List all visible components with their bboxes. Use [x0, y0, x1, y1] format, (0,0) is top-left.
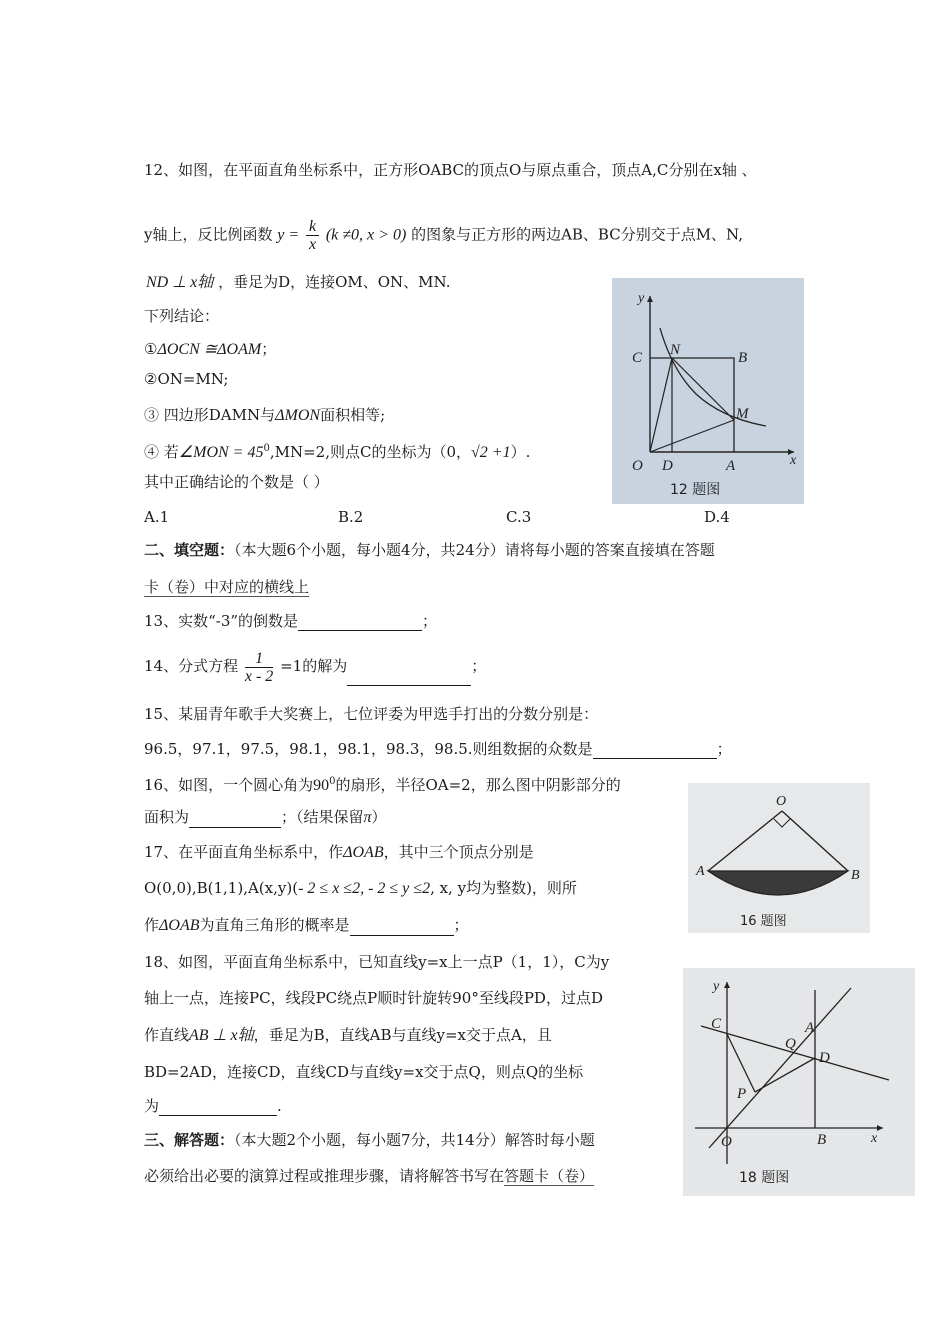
q12-c3-pre: ③ 四边形DAMN与 — [144, 406, 276, 424]
fig16-label-a: A — [696, 864, 705, 879]
q16-pi: π — [363, 809, 372, 826]
q14-answer-blank[interactable] — [347, 669, 471, 686]
q12-y-eq: y = — [277, 226, 300, 244]
q17-answer-blank[interactable] — [350, 919, 454, 936]
fig12-label-y: y — [638, 291, 645, 306]
section2-title: 二、填空题： — [144, 541, 235, 559]
fig12-label-a: A — [726, 458, 736, 474]
q15-line2-text: 96.5，97.1，97.5，98.1，98.1，98.3，98.5.则组数据的众数是 — [144, 740, 593, 758]
figure-18-svg — [683, 968, 915, 1196]
fig18-label-d: D — [819, 1050, 830, 1066]
fig16-caption: 16 题图 — [740, 914, 787, 929]
q18-answer-blank[interactable] — [159, 1099, 277, 1116]
q12-c4-post: ）. — [510, 443, 531, 461]
figure-16-svg — [688, 783, 870, 933]
q13 — [144, 611, 437, 631]
q16-l1-post: 的扇形，半径OA=2，那么图中阴影部分的 — [335, 776, 621, 794]
q15-answer-blank[interactable] — [593, 742, 717, 759]
q16-line2 — [144, 807, 387, 828]
q12-line2-pre: y轴上，反比例函数 — [144, 225, 273, 244]
q18-line2: 轴上一点，连接PC，线段PC绕点P顺时针旋转90°至线段PD，过点D — [144, 989, 603, 1007]
q12-c4-root: √2 +1 — [471, 444, 511, 461]
fig12-label-c: C — [632, 350, 643, 366]
q14-pre: 14、分式方程 — [144, 657, 239, 675]
q18-l5-pre: 为 — [144, 1097, 160, 1115]
q17-l2-pre: O(0,0),B(1,1),A(x,y)( — [144, 879, 299, 897]
q12-line1: 12、如图，在平面直角坐标系中，正方形OABC的顶点O与原点重合，顶点A,C分别在x轴 、 — [144, 161, 757, 179]
q16-l2-pre: 面积为 — [144, 808, 190, 826]
section3-desc2 — [144, 1166, 594, 1186]
fig18-label-q: Q — [785, 1036, 796, 1052]
section2-desc2 — [144, 577, 309, 597]
q17-l3-pre: 作 — [144, 916, 160, 934]
q18-l3-math: AB ⊥ x轴 — [189, 1027, 254, 1044]
q12-c4-sup: 0 — [263, 443, 270, 454]
q17-line3 — [144, 915, 469, 936]
fig18-label-a: A — [805, 1020, 815, 1036]
q15-line2 — [144, 739, 732, 759]
q12-c4-pre: ④ 若 — [144, 443, 179, 461]
q13-end: ； — [422, 612, 438, 630]
fig18-label-b: B — [817, 1132, 827, 1148]
fig18-caption: 18 题图 — [739, 1170, 790, 1186]
figure-16 — [688, 783, 870, 933]
section2-desc: （本大题6个小题，每小题4分，共24分）请将每小题的答案直接填在答题 — [234, 541, 715, 559]
q17-l2-math: - 2 ≤ x ≤2, - 2 ≤ y ≤2 — [298, 880, 431, 897]
figure-18 — [683, 968, 915, 1196]
fig18-label-p: P — [737, 1086, 747, 1102]
fig12-label-o: O — [632, 458, 643, 474]
q13-answer-blank[interactable] — [298, 614, 422, 631]
q12-line3 — [146, 272, 450, 293]
q12-option-b: B.2 — [338, 508, 364, 526]
section3-desc: （本大题2个小题，每小题7分，共14分）解答时每小题 — [234, 1131, 595, 1149]
section3-desc2-pre: 必须给出必要的演算过程或推理步骤，请将解答书写在 — [144, 1167, 505, 1185]
q17-l2-post: , x, y均为整数)，则所 — [430, 879, 577, 897]
q16-answer-blank[interactable] — [189, 811, 281, 828]
section3-heading — [144, 1130, 595, 1150]
q12-conclusion-4 — [144, 439, 530, 463]
fig18-label-y: y — [713, 979, 720, 994]
q14 — [144, 646, 486, 686]
q12-c1-post: ； — [261, 340, 277, 358]
fig16-label-b: B — [851, 868, 860, 883]
q12-frac-den: x — [308, 236, 317, 253]
q18-line3 — [144, 1025, 552, 1046]
q18-l5-end: . — [277, 1097, 282, 1115]
q12-line2 — [144, 218, 743, 253]
q12-option-a: A.1 — [144, 508, 170, 526]
q16-angle-sup: 0 — [329, 776, 336, 787]
q17-l3-math: ΔOAB — [159, 917, 200, 934]
q16-l2-post: ；（结果保留 — [281, 808, 364, 826]
q17-l1-pre: 17、在平面直角坐标系中，作 — [144, 843, 344, 861]
q18-line1: 18、如图，平面直角坐标系中，已知直线y=x上一点P（1，1），C为y — [144, 953, 610, 971]
q17-l1-post: ，其中三个顶点分别是 — [383, 843, 534, 861]
q16-l2-end: ） — [371, 808, 387, 826]
q12-conclusion-1 — [144, 339, 276, 360]
q12-option-c: C.3 — [506, 508, 532, 526]
fig18-label-o: O — [721, 1134, 732, 1150]
q14-frac-num: 1 — [245, 650, 273, 668]
q12-conclusions-label: 下列结论： — [144, 307, 220, 325]
fig12-label-b: B — [738, 350, 748, 366]
section3-title: 三、解答题： — [144, 1131, 235, 1149]
q12-ask: 其中正确结论的个数是（ ） — [144, 473, 329, 491]
q12-c4-math: ∠MON = 45 — [178, 444, 264, 461]
q12-c3-post: 面积相等; — [320, 406, 386, 424]
fig12-label-d: D — [662, 458, 673, 474]
q16-line1 — [144, 772, 621, 796]
q12-c3-math: ΔMON — [275, 407, 321, 424]
q14-end: ； — [471, 657, 487, 675]
q12-c1-math: ΔOCN ≅ΔOAM — [157, 341, 262, 358]
section2-desc2-text: 卡（卷）中对应的横线上 — [144, 578, 310, 596]
q15-end: ； — [716, 740, 732, 758]
fig12-label-m: M — [736, 406, 749, 422]
fig18-label-c: C — [711, 1016, 722, 1032]
q18-l3-post: ，垂足为B，直线AB与直线y=x交于点A，且 — [253, 1026, 552, 1044]
q12-perp: ND ⊥ x轴 — [146, 274, 214, 291]
q12-line2-post: 的图象与正方形的两边AB、BC分别交于点M、N, — [411, 225, 743, 244]
q17-l3-post: 为直角三角形的概率是 — [199, 916, 350, 934]
q12-option-d: D.4 — [704, 508, 730, 526]
fig12-label-x: x — [790, 453, 797, 468]
figure-12 — [612, 278, 804, 504]
q16-angle: 90 — [313, 777, 330, 794]
q15-line1: 15、某届青年歌手大奖赛上，七位评委为甲选手打出的分数分别是： — [144, 705, 599, 723]
q17-l1-math: ΔOAB — [343, 844, 384, 861]
q17-line1 — [144, 842, 534, 863]
q13-text: 13、实数“-3”的倒数是 — [144, 612, 299, 630]
q12-conclusion-2: ②ON=MN; — [144, 370, 229, 388]
q17-end: ； — [453, 916, 469, 934]
q14-eq: =1的解为 — [280, 657, 348, 675]
q14-fraction — [245, 650, 273, 685]
q18-line5 — [144, 1096, 282, 1116]
figure-12-svg — [612, 278, 804, 504]
fig12-label-n: N — [670, 342, 681, 358]
q12-conclusion-3 — [144, 405, 385, 426]
q12-condition: (k ≠0, x > 0) — [325, 226, 407, 244]
section3-desc2-ul: 答题卡（卷） — [504, 1167, 595, 1185]
q17-line2 — [144, 878, 577, 899]
q12-fraction — [306, 218, 319, 253]
q14-frac-den: x - 2 — [244, 667, 274, 685]
fig16-label-o: O — [776, 794, 787, 809]
fig18-label-x: x — [871, 1131, 878, 1146]
q12-frac-num: k — [306, 218, 319, 236]
q12-line3-post: ，垂足为D，连接OM、ON、MN. — [218, 273, 451, 291]
q12-c4-mid: ,MN=2,则点C的坐标为（0， — [269, 443, 472, 461]
q16-l1-pre: 16、如图，一个圆心角为 — [144, 776, 314, 794]
q12-c1-mark: ① — [144, 340, 158, 358]
q18-l3-pre: 作直线 — [144, 1026, 190, 1044]
fig12-caption: 12 题图 — [670, 482, 721, 498]
section2-heading — [144, 540, 715, 560]
q18-line4: BD=2AD，连接CD，直线CD与直线y=x交于点Q，则点Q的坐标 — [144, 1063, 584, 1081]
